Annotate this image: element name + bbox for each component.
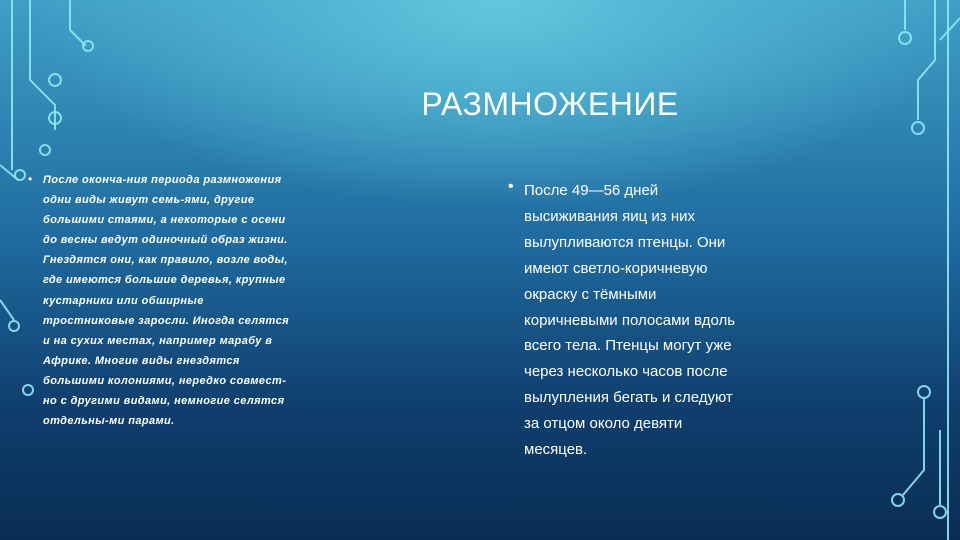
right-text-column [508, 178, 748, 463]
right-bullet-text: После 49—56 дней высиживания яиц из них вылупливаются птенцы. Они имеют светло-коричневую окраску с тёмными коричневыми полосами вдоль всего тела. Птенцы могут уже через несколько часов после вылупления бегать и следуют за отцом около девяти месяцев. [524, 182, 736, 459]
bullet-marker: • [508, 178, 514, 195]
left-text-column [28, 170, 290, 431]
bullet-marker: • [28, 172, 33, 186]
left-bullet-text: После оконча-ния периода размножения одни виды живут семь-ями, другие большими стаями, а некоторые с осени до весны ведут одиночный образ жизни. Гнездятся они, как правило, возле воды, где имеются большие деревья, крупные кустарники или обширные тростниковые заросли. Иногда селятся и на сухих местах, например марабу в Африке. Многие виды гнездятся большими колониями, нередко совмест-но с другими видами, немногие селятся отдельны-ми парами. [43, 174, 289, 428]
slide-title: РАЗМНОЖЕНИЕ [421, 86, 679, 122]
